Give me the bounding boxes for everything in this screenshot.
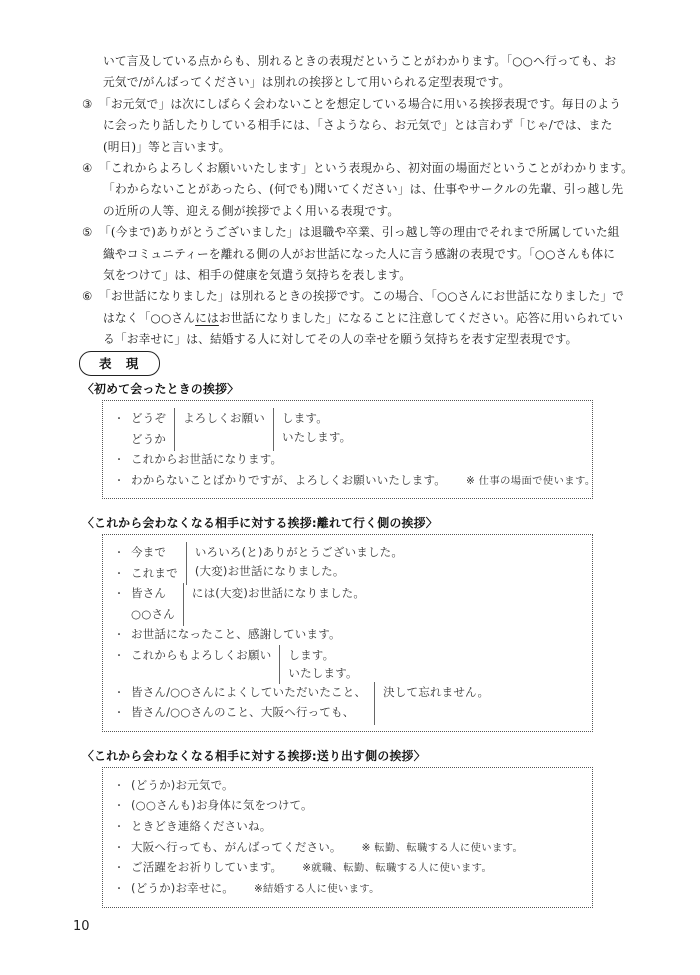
body-text-line: ④ 「これからよろしくお願いいたします」という表現から、初対面の場面だということがわかります。 [82,158,627,179]
expression-row [114,683,582,724]
fork-line-text: 皆さん/○○さんによくしていただいたこと、 [131,684,367,699]
fork-column [183,409,265,428]
expression-text [282,409,351,428]
expression-text [114,543,178,564]
expression-text [114,683,366,704]
item-number: ④ [82,160,93,175]
expression-text [114,564,178,585]
usage-note: ※就職、転勤、転職する人に使います。 [302,862,493,875]
expression-heading: 〈初めて会ったときの挨拶〉 [82,382,240,396]
expression-text [114,430,166,451]
bullet-icon: ・ [114,650,125,662]
expression-row [114,776,582,797]
text-segment: お世話になりました」になることに注意してください。応答に用いられてい [218,310,624,325]
expression-text [114,703,366,724]
fork-line-text: これまで [131,565,178,580]
fork-divider-line [279,645,280,684]
expression-text [183,409,265,428]
body-paragraphs [82,51,634,350]
expression-row [114,409,582,450]
expression-row [114,471,596,492]
body-text-line [82,308,627,329]
body-text-line: ⑤ 「(今まで)ありがとうございました」は退職や卒業、引っ越し等の理由でそれまで所属していた組 [82,222,627,243]
expression-box [102,534,593,732]
expression-text [288,646,357,665]
body-text-line: ③ 「お元気で」は次にしばらく会わないことを想定している場合に用いる挨拶表現です。毎日のよう [82,94,627,115]
expression-heading: 〈これから会わなくなる相手に対する挨拶:送り出す側の挨拶〉 [82,748,426,763]
paragraph-item [82,222,627,286]
bullet-icon: ・ [114,475,125,487]
body-text-line: ⑥ 「お世話になりました」は別れるときの挨拶です。この場合、「○○さんにお世話になりました」で [82,286,627,307]
bullet-icon: ・ [114,548,125,559]
fork-column [195,543,403,580]
fork-column [383,683,489,702]
expression-row [114,796,582,817]
bullet-icon: ・ [114,801,125,813]
body-text-line: 気をつけて」は、相手の健康を気遣う気持ちを表します。 [103,267,412,282]
page-number: 10 [73,919,90,934]
expression-text [195,562,403,581]
fork-line-text: (大変)お世話になりました。 [194,563,345,578]
item-number: ③ [82,96,93,111]
fork-line-text: ○○さん [131,606,175,621]
bullet-icon: ・ [114,568,125,580]
expression-text: ご活躍をお祈りしています。 [131,860,283,875]
expression-row [114,646,582,683]
paragraph-item [82,286,627,350]
fork-line-text: 皆さん [131,586,167,600]
expression-text: ときどき連絡くださいね。 [131,818,272,833]
hyogen-badge [79,351,160,376]
expression-row [114,584,582,625]
item-number: ⑤ [82,225,93,240]
bullet-icon: ・ [114,687,125,699]
fork-column [114,683,366,724]
fork-column [282,409,351,446]
fork-divider-line [186,542,187,585]
expression-text: これからお世話になります。 [131,452,283,466]
bullet-icon: ・ [114,863,125,875]
expression-text [195,543,403,562]
expression-row [114,543,582,584]
expression-text: (○○さんも)お身体に気をつけて。 [131,798,313,813]
fork-line-text: には(大変)お世話になりました。 [191,586,366,600]
usage-note: ※結婚する人に使います。 [253,883,380,896]
expression-text: 大阪へ行っても、がんばってください。 [131,839,342,854]
fork-line-text: どうか [131,431,167,446]
bullet-icon: ・ [114,780,125,792]
paragraph-item [82,51,627,94]
fork-line-text: します。 [282,411,328,425]
expression-box [102,767,593,908]
fork-column [114,646,271,667]
bullet-icon: ・ [114,455,125,466]
expression-text [282,428,351,447]
body-text-line: に会ったり話したりしている相手には、「さようなら、お元気で」とは言わず「じゃ/では、また [103,118,613,133]
bullet-icon: ・ [114,589,125,600]
item-number: ⑥ [82,289,93,304]
paragraph-item [82,158,634,222]
expression-groups [82,382,612,925]
expression-text [114,409,166,430]
expression-heading: 〈これから会わなくなる相手に対する挨拶:離れて行く側の挨拶〉 [82,516,438,530]
expression-box [102,400,596,499]
fork-line-text: します。 [288,647,335,662]
expression-text [114,584,175,605]
fork-line-text: これからもよろしくお願い [131,647,272,662]
usage-note: ※ 仕事の場面で使います。 [465,474,596,487]
body-text-line: 元気で/がんばってください」は別れの挨拶として用いられる定型表現です。 [103,75,511,90]
expression-row [114,817,582,838]
expression-row [114,838,582,859]
expression-text: (どうか)お元気で。 [131,777,234,792]
underlined-text: には [195,310,219,325]
expression-text: お世話になったこと、感謝しています。 [131,627,341,641]
bullet-icon: ・ [114,414,125,425]
body-text-line: の近所の人等、迎える側が挨拶でよく用いる表現です。 [103,203,400,218]
expression-text [192,584,365,603]
fork-line-text: いろいろ(と)ありがとうございました。 [194,545,404,559]
bullet-icon: ・ [114,708,125,719]
fork-line-text: いたします。 [288,666,358,680]
expression-text: (どうか)お幸せに。 [131,881,234,896]
expression-row [114,625,582,646]
fork-line-text: どうぞ [131,411,167,425]
fork-line-text: 皆さん/○○さんのこと、大阪へ行っても、 [131,705,355,719]
body-text-line: (明日)」等と言います。 [103,139,231,154]
usage-note: ※ 転勤、転職する人に使います。 [361,841,524,854]
expression-text [383,683,489,702]
paragraph-item [82,94,627,158]
fork-divider-line [174,408,175,451]
expression-row [114,879,582,900]
expression-text [288,664,357,683]
fork-line-text: よろしくお願い [183,411,266,425]
body-text-line: 織やコミュニティーを離れる側の人がお世話になった人に言う感謝の表現です。「○○さんも体に [103,246,616,261]
expression-row [114,858,582,879]
fork-divider-line [183,583,184,626]
expression-row [114,450,582,471]
fork-line-text: 今まで [131,545,167,559]
fork-column [192,584,365,603]
body-text-line: る「お幸せに」は、結婚する人に対してその人の幸せを願う気持ちを表す定型表現です。 [103,332,578,347]
hyogen-badge-label: 表 現 [99,356,144,371]
expression-text [114,605,175,626]
bullet-icon: ・ [114,821,125,833]
body-text-line: 「わからないことがあったら、(何でも)聞いてください」は、仕事やサークルの先輩、引っ越し先 [103,182,624,197]
body-text-line: いて言及している点からも、別れるときの表現だということがわかります。「○○へ行っても、お [103,54,617,68]
fork-line-text: いたします。 [282,429,352,444]
bullet-icon: ・ [114,842,125,854]
fork-column [114,584,175,625]
fork-column [114,543,178,584]
fork-divider-line [374,682,375,725]
fork-column [288,646,357,683]
bullet-icon: ・ [114,630,125,641]
bullet-icon: ・ [114,884,125,896]
text-segment: はなく「○○さん [103,310,196,325]
fork-divider-line [273,408,274,451]
expression-text [114,646,271,667]
expression-text: わからないことばかりですが、よろしくお願いいたします。 [131,472,446,487]
fork-line-text: 決して忘れません。 [383,684,490,699]
fork-column [114,409,166,450]
